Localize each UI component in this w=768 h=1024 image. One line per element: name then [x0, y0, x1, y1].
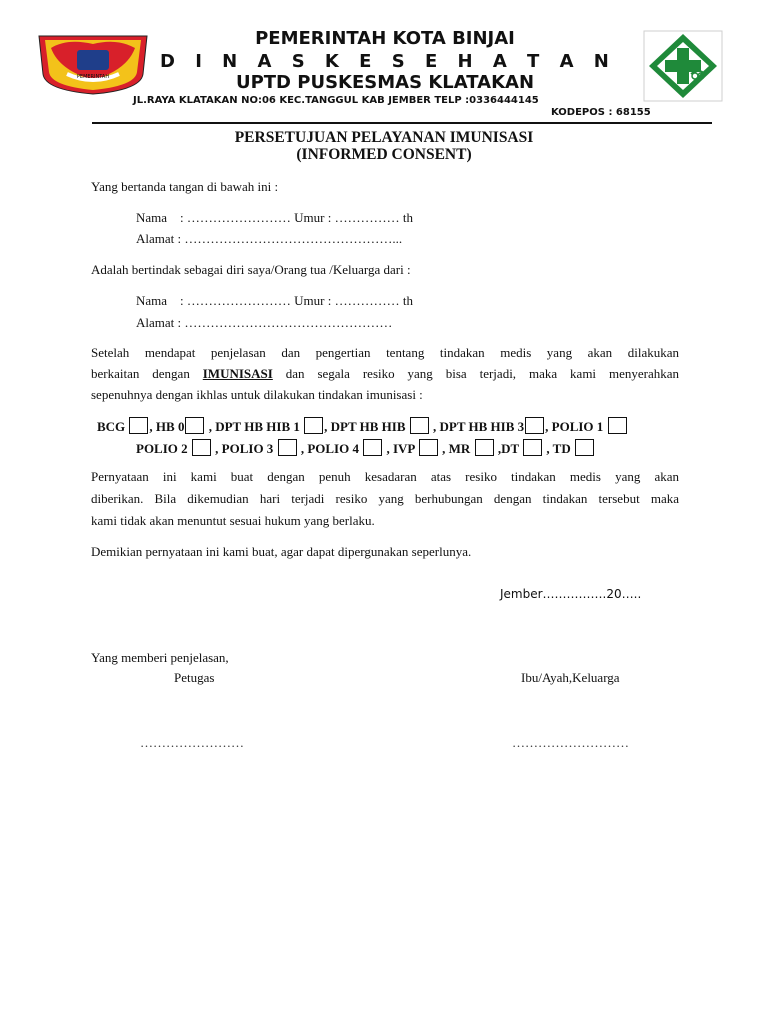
vaccine-label-polio2: POLIO 2 — [136, 441, 191, 456]
checkbox-hb0[interactable] — [185, 417, 204, 434]
vaccine-row-2 — [136, 439, 595, 457]
explainer-intro: Yang memberi penjelasan, — [91, 650, 229, 665]
statement-text: dan segala resiko yang bisa terjadi, maka kami menyerahkan — [272, 366, 679, 381]
guardian-signature-line[interactable]: ……………………… — [512, 735, 629, 750]
officer-signature-line[interactable]: …………………… — [140, 735, 244, 750]
patient-age-field[interactable]: …………… th — [334, 293, 413, 308]
checkbox-dpt-hb-hib-2[interactable] — [410, 417, 429, 434]
vaccine-label-td: , TD — [543, 441, 574, 456]
puskesmas-logo — [643, 30, 723, 102]
statement-line-1: Setelah mendapat penjelasan dan pengertian tentang tindakan medis yang akan dilakukan — [91, 345, 679, 360]
checkbox-bcg[interactable] — [129, 417, 148, 434]
signer-name-label: Nama — [136, 210, 168, 225]
signer-address-row — [136, 231, 402, 247]
agency-name: PEMERINTAH KOTA BINJAI — [255, 28, 515, 49]
patient-address-row — [136, 315, 392, 331]
vaccine-label-polio3: , POLIO 3 — [211, 441, 277, 456]
vaccine-label-hb0: , HB 0 — [149, 419, 185, 434]
vaccine-label-dpt2: , DPT HB HIB — [324, 419, 409, 434]
city-emblem-logo — [37, 30, 149, 96]
officer-role-label: Petugas — [174, 670, 215, 685]
postal-code: KODEPOS : 68155 — [551, 107, 651, 118]
checkbox-polio-2[interactable] — [192, 439, 211, 456]
vaccine-label-dpt1: , DPT HB HIB 1 — [205, 419, 304, 434]
guardian-role-label: Ibu/Ayah,Keluarga — [521, 670, 620, 685]
patient-name-row — [136, 293, 413, 309]
signer-age-label: Umur : — [294, 210, 335, 225]
vaccine-row-1 — [97, 417, 628, 435]
intro-text: Yang bertanda tangan di bawah ini : — [91, 179, 279, 194]
signer-address-field[interactable]: …………………………………………... — [184, 231, 403, 246]
checkbox-dpt-hb-hib-3[interactable] — [525, 417, 544, 434]
vaccine-label-dt: ,DT — [494, 441, 523, 456]
checkbox-dt[interactable] — [523, 439, 542, 456]
signer-name-field[interactable]: : …………………… — [180, 210, 295, 225]
patient-name-label: Nama — [136, 293, 168, 308]
checkbox-polio-3[interactable] — [278, 439, 297, 456]
declaration-line-3: kami tidak akan menuntut sesuai hukum yang berlaku. — [91, 513, 375, 528]
patient-address-field[interactable]: ………………………………………… — [184, 315, 393, 330]
statement-text: berkaitan dengan — [91, 366, 203, 381]
facility-address: JL.RAYA KLATAKAN NO:06 KEC.TANGGUL KAB JEMBER TELP :0336444145 — [133, 95, 539, 106]
document-subtitle: (INFORMED CONSENT) — [296, 146, 472, 163]
department-name: D I N A S K E S E H A T A N — [160, 51, 616, 72]
statement-line-2 — [91, 366, 679, 382]
vaccine-label-mr: , MR — [438, 441, 474, 456]
vaccine-label-ipv: , IVP — [383, 441, 418, 456]
emblem-banner-text: PEMERINTAH — [76, 74, 110, 80]
checkbox-td[interactable] — [575, 439, 594, 456]
checkbox-polio-1[interactable] — [608, 417, 627, 434]
checkbox-dpt-hb-hib-1[interactable] — [304, 417, 323, 434]
checkbox-mr[interactable] — [475, 439, 494, 456]
place-date-field[interactable]: Jember…………….20….. — [500, 587, 642, 601]
declaration-line-2: diberikan. Bila dikemudian hari terjadi resiko yang berhubungan dengan tindakan tersebut maka — [91, 491, 679, 506]
acting-for-text: Adalah bertindak sebagai diri saya/Orang tua /Keluarga dari : — [91, 262, 411, 277]
header-divider — [92, 122, 712, 124]
vaccine-label-bcg: BCG — [97, 419, 129, 434]
facility-name: UPTD PUSKESMAS KLATAKAN — [235, 72, 535, 93]
declaration-line-1: Pernyataan ini kami buat dengan penuh kesadaran atas resiko tindakan medis yang akan — [91, 469, 679, 484]
document-title: PERSETUJUAN PELAYANAN IMUNISASI — [234, 129, 534, 146]
vaccine-label-polio4: , POLIO 4 — [297, 441, 363, 456]
immunization-keyword: IMUNISASI — [202, 366, 273, 381]
patient-name-field[interactable]: : …………………… — [180, 293, 295, 308]
patient-address-label: Alamat : — [136, 315, 185, 330]
checkbox-ipv[interactable] — [419, 439, 438, 456]
patient-age-label: Umur : — [294, 293, 335, 308]
vaccine-label-dpt3: , DPT HB HIB 3 — [429, 419, 525, 434]
statement-line-3: sepenuhnya dengan ikhlas untuk dilakukan tindakan imunisasi : — [91, 387, 423, 402]
signer-name-row — [136, 210, 413, 226]
vaccine-label-polio1: , POLIO 1 — [545, 419, 607, 434]
signer-address-label: Alamat : — [136, 231, 185, 246]
checkbox-polio-4[interactable] — [363, 439, 382, 456]
closing-text: Demikian pernyataan ini kami buat, agar dapat dipergunakan seperlunya. — [91, 544, 472, 559]
signer-age-field[interactable]: …………… th — [334, 210, 413, 225]
